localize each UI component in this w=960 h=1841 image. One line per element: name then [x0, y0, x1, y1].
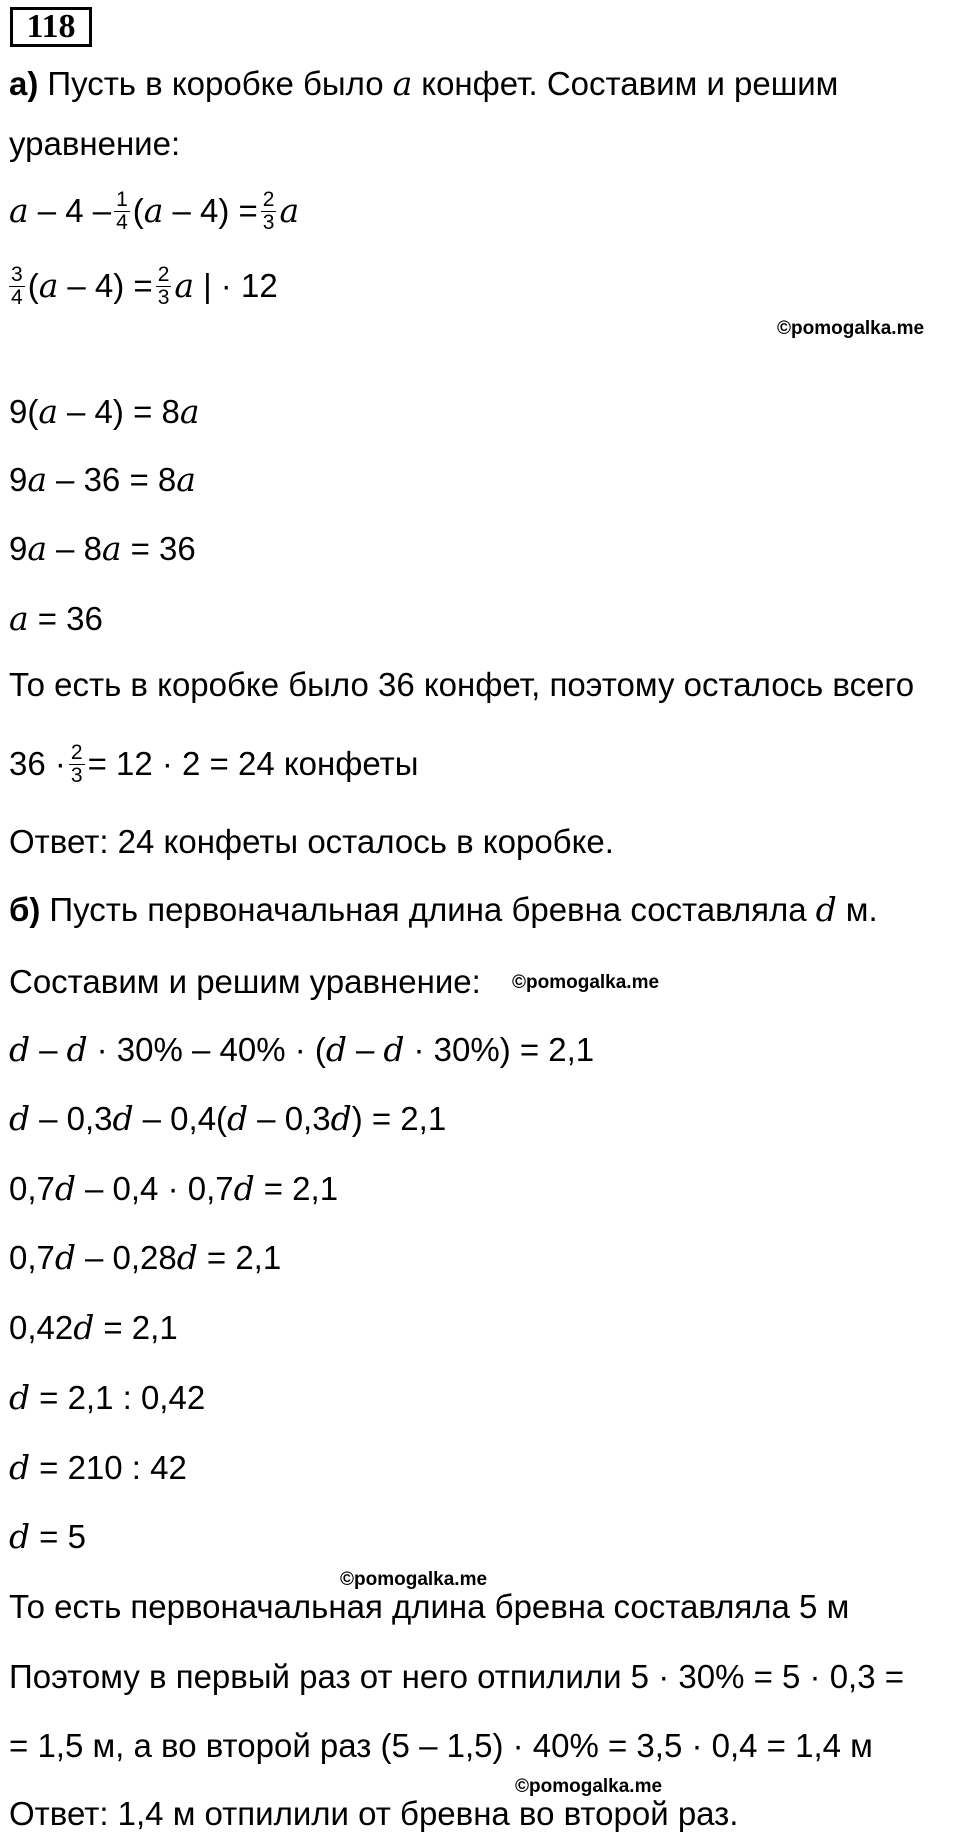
watermark: ©pomogalka.me [777, 318, 925, 339]
part-a-equation-5 [9, 529, 196, 569]
variable: a [279, 191, 300, 230]
fraction [9, 264, 25, 309]
text: – 4) = [67, 267, 153, 304]
text: = 36 [37, 600, 103, 637]
variable: d [383, 1030, 405, 1069]
text: – 4) = 8 [67, 393, 180, 430]
variable: a [9, 599, 29, 638]
watermark: ©pomogalka.me [515, 1776, 663, 1797]
text: = 2,1 [263, 1170, 339, 1207]
fraction [261, 189, 277, 234]
part-b-equation-6 [9, 1378, 205, 1418]
denominator: 4 [116, 210, 128, 234]
variable: d [54, 1169, 76, 1208]
text: – 0,28 [85, 1239, 177, 1276]
variable: d [9, 1378, 31, 1417]
variable: a [392, 64, 413, 103]
watermark: ©pomogalka.me [340, 1569, 488, 1590]
part-b-equation-8 [9, 1517, 86, 1557]
part-a-label: а) [9, 65, 39, 102]
text: = 210 : 42 [39, 1449, 187, 1486]
part-a-conclusion: То есть в коробке было 36 конфет, поэтому осталось всего [9, 666, 915, 703]
variable: d [176, 1238, 198, 1277]
denominator: 3 [262, 210, 275, 234]
variable: d [233, 1169, 255, 1208]
part-a-equation-3 [9, 392, 200, 432]
part-a-intro-line2: уравнение: [9, 125, 181, 162]
variable: a [174, 266, 195, 305]
text: 9 [9, 530, 28, 567]
fraction [156, 264, 172, 309]
part-a-equation-1 [9, 187, 300, 234]
text: конфет. Составим и решим [421, 65, 839, 102]
variable: a [176, 460, 196, 499]
variable: d [815, 890, 837, 929]
variable: a [179, 392, 200, 431]
text: = 36 [130, 530, 196, 567]
text: ( [27, 267, 39, 304]
text: Пусть в коробке было [47, 65, 384, 102]
part-b-equation-4 [9, 1238, 281, 1278]
variable: d [330, 1099, 352, 1138]
part-b-conclusion-2: Поэтому в первый раз от него отпилили 5 · 30% = 5 · 0,3 = [9, 1658, 905, 1695]
text: – 0,4 · 0,7 [85, 1170, 234, 1207]
text: 9 [9, 461, 28, 498]
text: = 2,1 [103, 1309, 178, 1346]
variable: d [9, 1030, 31, 1069]
part-b-equation-3 [9, 1169, 338, 1209]
numerator: 3 [11, 262, 23, 286]
text: Пусть первоначальная длина бревна составляла [49, 891, 807, 928]
text: – 36 = 8 [56, 461, 177, 498]
text: ( [132, 192, 144, 229]
variable: d [112, 1099, 134, 1138]
part-b-equation-7 [9, 1448, 187, 1488]
part-b-conclusion-3: = 1,5 м, а во второй раз (5 – 1,5) · 40% = 3,5 · 0,4 = 1,4 м [9, 1727, 873, 1764]
part-b-intro-line2: Составим и решим уравнение: [9, 963, 481, 1000]
watermark: ©pomogalka.me [512, 972, 660, 993]
text: = 2,1 [206, 1239, 282, 1276]
text: – 0,3 [257, 1100, 331, 1137]
text: 0,7 [9, 1170, 55, 1207]
variable: d [9, 1448, 31, 1487]
text: – 0,4( [142, 1100, 228, 1137]
text: = 2,1 : 0,42 [39, 1379, 206, 1416]
text: 36 · [9, 745, 66, 782]
variable: a [101, 529, 122, 568]
part-b-intro [9, 890, 878, 930]
part-b-equation-1 [9, 1030, 594, 1070]
numerator: 1 [116, 187, 128, 211]
text: м. [845, 891, 878, 928]
denominator: 3 [70, 763, 83, 787]
variable: a [27, 529, 48, 568]
text: – 4 – [37, 192, 112, 229]
text: 0,7 [9, 1239, 55, 1276]
part-b-equation-2 [9, 1099, 446, 1139]
variable: d [227, 1099, 249, 1138]
text: 9( [9, 393, 39, 430]
part-b-conclusion-1: То есть первоначальная длина бревна составляла 5 м [9, 1588, 850, 1625]
text: · 30% – 40% · ( [96, 1031, 326, 1068]
variable: d [9, 1517, 31, 1556]
part-a-equation-6 [9, 599, 103, 639]
variable: a [38, 266, 59, 305]
text: – [356, 1031, 375, 1068]
variable: d [66, 1030, 88, 1069]
numerator: 2 [262, 187, 275, 211]
text: = 12 · 2 = 24 конфеты [87, 745, 419, 782]
text: · 30%) = 2,1 [413, 1031, 595, 1068]
part-b-equation-5 [9, 1308, 178, 1348]
part-b-label: б) [9, 891, 41, 928]
part-a-answer: Ответ: 24 конфеты осталось в коробке. [9, 823, 614, 860]
part-a-calculation [9, 740, 419, 787]
variable: a [38, 392, 59, 431]
text: – 4) = [172, 192, 258, 229]
numerator: 2 [70, 740, 83, 764]
fraction [114, 189, 130, 234]
task-number: 118 [10, 7, 92, 47]
variable: d [325, 1030, 347, 1069]
text: ) = 2,1 [351, 1100, 447, 1137]
variable: d [54, 1238, 76, 1277]
variable: a [143, 191, 164, 230]
part-a-intro [9, 64, 838, 104]
denominator: 4 [11, 285, 23, 309]
variable: a [27, 460, 48, 499]
text: – 0,3 [39, 1100, 113, 1137]
denominator: 3 [157, 285, 170, 309]
text: | · 12 [203, 267, 278, 304]
text: – [39, 1031, 58, 1068]
part-b-answer: Ответ: 1,4 м отпилили от бревна во второй раз. [9, 1795, 739, 1832]
text: – 8 [56, 530, 102, 567]
part-a-equation-4 [9, 460, 196, 500]
text: 0,42 [9, 1309, 74, 1346]
fraction [69, 742, 85, 787]
numerator: 2 [157, 262, 170, 286]
variable: d [73, 1308, 95, 1347]
variable: a [9, 191, 29, 230]
part-a-equation-2 [9, 262, 278, 309]
text: = 5 [39, 1518, 86, 1555]
variable: d [9, 1099, 31, 1138]
